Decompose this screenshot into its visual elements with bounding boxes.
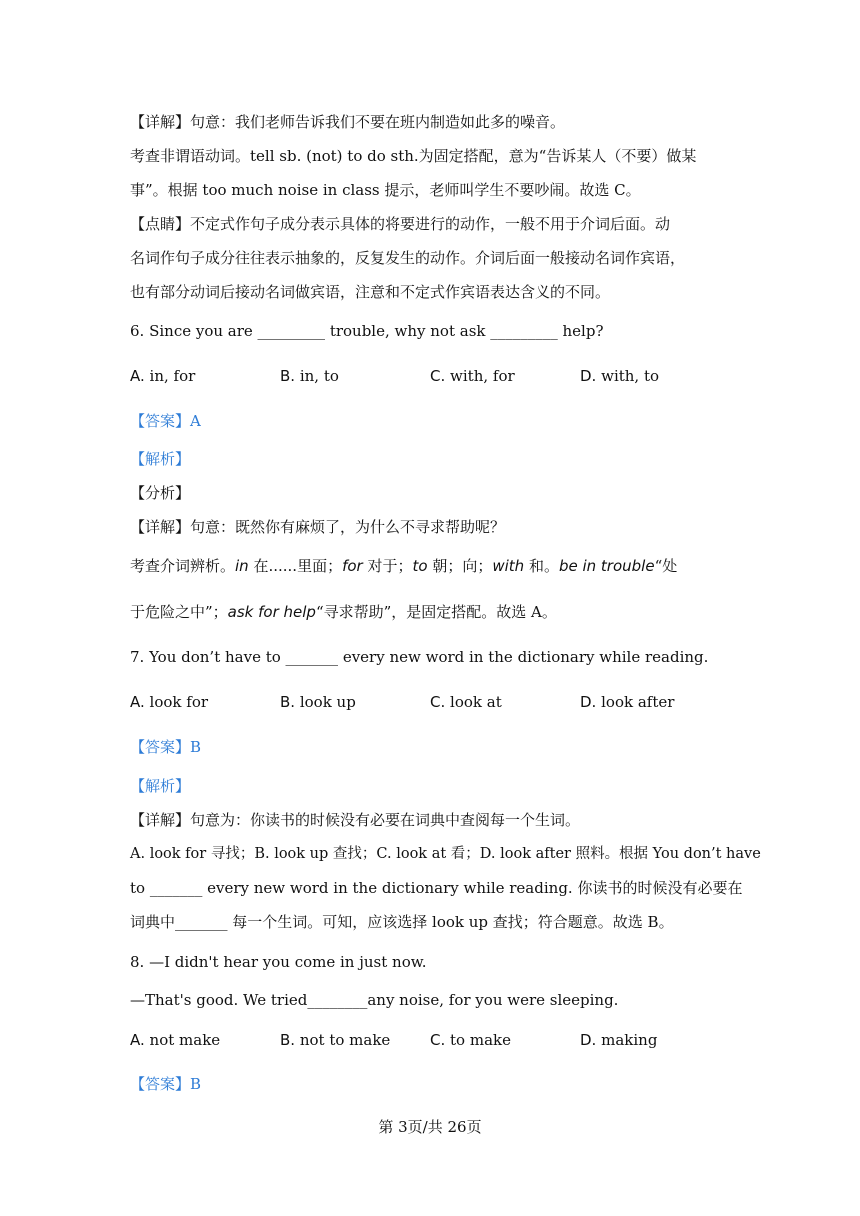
q6-explain-line1: 考查介词辨析。in 在......里面；for 对于；to 朝；向；with 和。be in trouble“处 xyxy=(130,557,678,575)
q6-option-b: B. in, to xyxy=(280,367,339,385)
q7-option-b: B. look up xyxy=(280,693,356,711)
q7-answer: 【答案】B xyxy=(130,738,202,756)
q8-option-b: B. not to make xyxy=(280,1031,391,1049)
q6-question: 6. Since you are _________ trouble, why not ask _________ help? xyxy=(130,322,604,340)
q6-explain-line2: 于危险之中”；ask for help“寻求帮助”，是固定搭配。故选 A。 xyxy=(130,603,557,621)
q7-option-d: D. look after xyxy=(580,693,675,711)
q6-fenxi-label: 【分析】 xyxy=(130,484,191,502)
q5-detail: 【详解】句意：我们老师告诉我们不要在班内制造如此多的噪音。 xyxy=(130,113,566,131)
q5-tip-line2: 名词作句子成分往往表示抽象的，反复发生的动作。介词后面一般接动名词作宾语， xyxy=(130,249,686,267)
q5-tip-line3: 也有部分动词后接动名词做宾语，注意和不定式作宾语表达含义的不同。 xyxy=(130,283,611,301)
q8-question-line2: —That's good. We tried________any noise, for you were sleeping. xyxy=(130,991,619,1009)
q5-explain-line2: 事”。根据 too much noise in class 提示，老师叫学生不要吵闹。故选 C。 xyxy=(130,181,641,199)
q5-explain-line1: 考查非谓语动词。tell sb. (not) to do sth.为固定搭配，意为“告诉某人（不要）做某 xyxy=(130,147,697,165)
q7-explain-line3: 词典中_______ 每一个生词。可知，应该选择 look up 查找；符合题意。故选 B。 xyxy=(130,913,674,931)
q6-option-a: A. in, for xyxy=(130,367,196,385)
q7-detail: 【详解】句意为：你读书的时候没有必要在词典中查阅每一个生词。 xyxy=(130,811,581,829)
q7-option-a: A. look for xyxy=(130,693,209,711)
q7-question: 7. You don’t have to _______ every new word in the dictionary while reading. xyxy=(130,648,709,666)
q6-option-c: C. with, for xyxy=(430,367,515,385)
q7-explain-line2: to _______ every new word in the dictionary while reading. 你读书的时候没有必要在 xyxy=(130,879,743,897)
q6-option-d: D. with, to xyxy=(580,367,660,385)
q6-answer: 【答案】A xyxy=(130,412,201,430)
q5-tip-line1: 【点睛】不定式作句子成分表示具体的将要进行的动作，一般不用于介词后面。动 xyxy=(130,215,671,233)
q8-option-c: C. to make xyxy=(430,1031,511,1049)
q6-detail: 【详解】句意：既然你有麻烦了，为什么不寻求帮助呢？ xyxy=(130,518,506,536)
q7-analysis-label: 【解析】 xyxy=(130,777,191,795)
q7-explain-line1: A. look for 寻找；B. look up 查找；C. look at 看；D. look after 照料。根据 You don’t have xyxy=(130,846,761,862)
q8-question-line1: 8. —I didn't hear you come in just now. xyxy=(130,953,427,971)
q6-analysis-label: 【解析】 xyxy=(130,450,191,468)
q8-option-a: A. not make xyxy=(130,1031,221,1049)
page-footer: 第 3页/共 26页 xyxy=(378,1118,482,1136)
q8-answer: 【答案】B xyxy=(130,1075,202,1093)
q8-option-d: D. making xyxy=(580,1031,658,1049)
q7-option-c: C. look at xyxy=(430,693,502,711)
